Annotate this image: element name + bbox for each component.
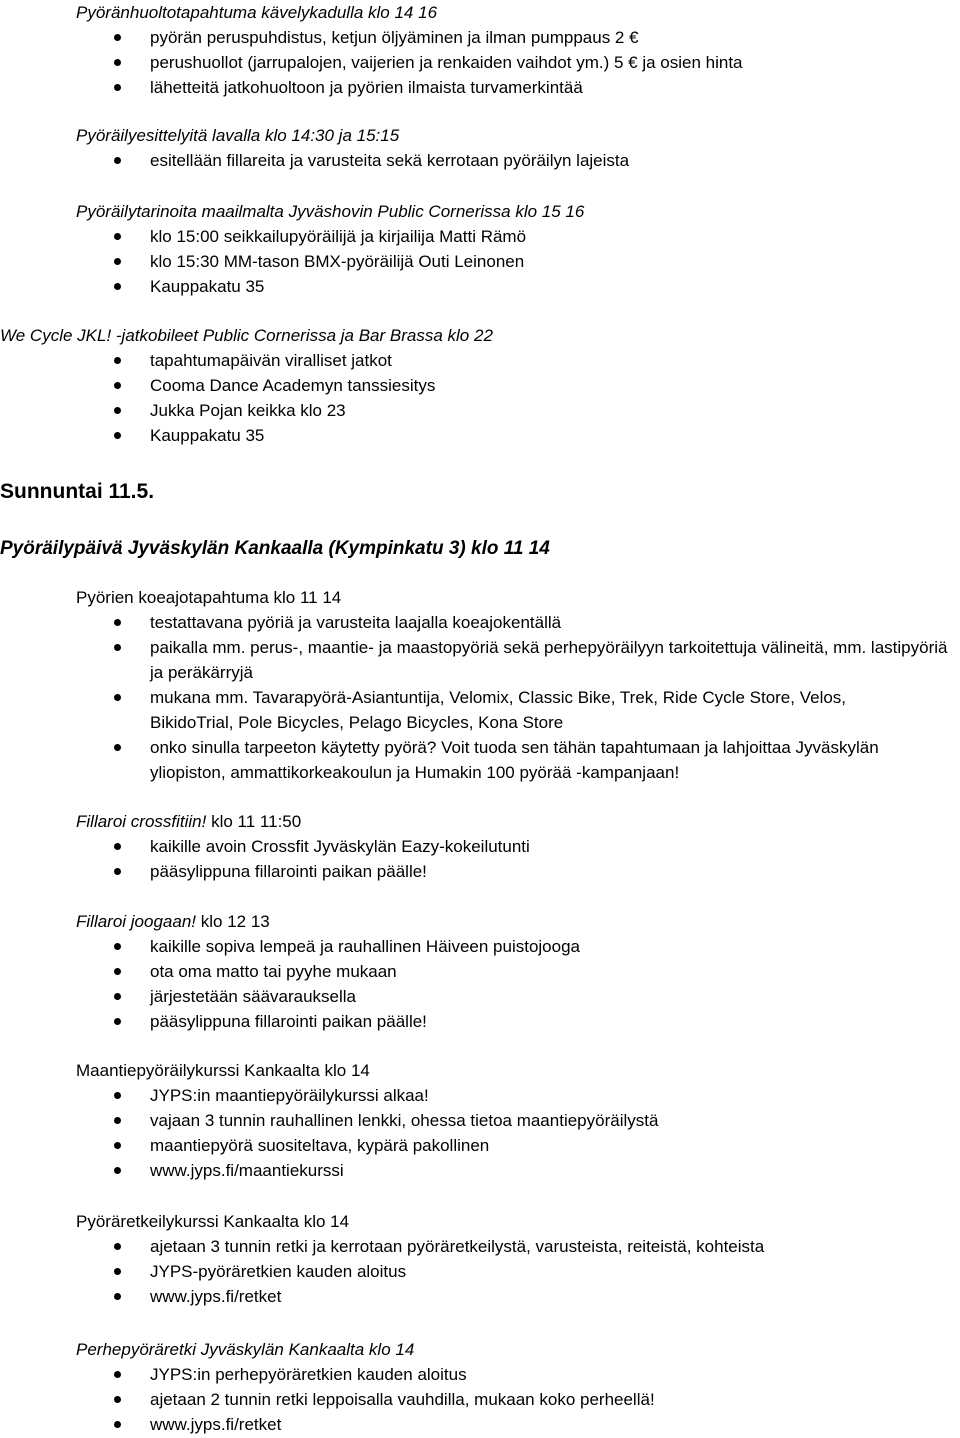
list-item: kaikille sopiva lempeä ja rauhallinen Häiveen puistojooga	[76, 934, 960, 959]
section-family-ride	[76, 1337, 960, 1437]
list-item: www.jyps.fi/maantiekurssi	[76, 1158, 960, 1183]
bullet-list	[76, 1234, 960, 1309]
section-title: Pyöräilyesittelyitä lavalla klo 14:30 ja 15:15	[76, 126, 400, 145]
list-item: www.jyps.fi/retket	[76, 1412, 960, 1437]
event-heading: Pyöräilypäivä Jyväskylän Kankaalla (Kympinkatu 3) klo 11 14	[0, 538, 550, 559]
list-item: www.jyps.fi/retket	[76, 1284, 960, 1309]
bullet-list	[76, 934, 960, 1034]
bullet-list	[76, 148, 960, 173]
list-item: pääsylippuna fillarointi paikan päälle!	[76, 859, 960, 884]
list-item: mukana mm. Tavarapyörä-Asiantuntija, Velomix, Classic Bike, Trek, Ride Cycle Store, Velos, BikidoTrial, Pole Bicycles, Pelago Bicycles, Kona Store	[76, 685, 910, 735]
bullet-icon	[114, 258, 121, 265]
bullet-icon	[114, 1117, 121, 1124]
list-item: Kauppakatu 35	[76, 274, 960, 299]
bullet-icon	[114, 1268, 121, 1275]
day-heading: Sunnuntai 11.5.	[0, 480, 155, 503]
list-item: onko sinulla tarpeeton käytetty pyörä? Voit tuoda sen tähän tapahtumaan ja lahjoittaa Jyväskylän yliopiston, ammattikorkeakoulun ja Humakin 100 pyörää -kampanjaan!	[76, 735, 950, 785]
bullet-icon	[114, 993, 121, 1000]
section-test-ride	[76, 585, 960, 785]
section-cycling-stories	[76, 199, 960, 299]
bullet-icon	[114, 407, 121, 414]
section-road-cycling-course	[76, 1058, 960, 1183]
bullet-icon	[114, 843, 121, 850]
bullet-list	[76, 610, 960, 785]
list-item: ajetaan 2 tunnin retki leppoisalla vauhdilla, mukaan koko perheellä!	[76, 1387, 960, 1412]
list-item: pääsylippuna fillarointi paikan päälle!	[76, 1009, 960, 1034]
section-title: Maantiepyöräilykurssi Kankaalta klo 14	[76, 1061, 370, 1080]
section-title: Pyöräilytarinoita maailmalta Jyväshovin Public Cornerissa klo 15 16	[76, 202, 585, 221]
list-item: tapahtumapäivän viralliset jatkot	[76, 348, 960, 373]
bullet-icon	[114, 943, 121, 950]
bullet-icon	[114, 1293, 121, 1300]
bullet-icon	[114, 1421, 121, 1428]
list-item: ota oma matto tai pyyhe mukaan	[76, 959, 960, 984]
section-title: Pyöränhuoltotapahtuma kävelykadulla klo 14 16	[76, 3, 438, 22]
list-item: perushuollot (jarrupalojen, vaijerien ja renkaiden vaihdot ym.) 5 € ja osien hinta	[76, 50, 960, 75]
bullet-list	[76, 224, 960, 299]
bullet-icon	[114, 1092, 121, 1099]
section-bike-maintenance	[76, 0, 960, 100]
bullet-icon	[114, 432, 121, 439]
list-item: maantiepyörä suositeltava, kypärä pakollinen	[76, 1133, 960, 1158]
section-title: Fillaroi crossfitiin! klo 11 11:50	[76, 812, 302, 831]
bullet-icon	[114, 357, 121, 364]
bullet-list	[76, 25, 960, 100]
bullet-icon	[114, 84, 121, 91]
list-item: JYPS:in perhepyöräretkien kauden aloitus	[76, 1362, 960, 1387]
bullet-icon	[114, 868, 121, 875]
list-item: JYPS:in maantiepyöräilykurssi alkaa!	[76, 1083, 960, 1108]
section-title: Pyöräretkeilykurssi Kankaalta klo 14	[76, 1212, 350, 1231]
bullet-icon	[114, 34, 121, 41]
bullet-icon	[114, 1018, 121, 1025]
bullet-icon	[114, 694, 121, 701]
bullet-list	[76, 1362, 960, 1437]
section-title: We Cycle JKL! -jatkobileet Public Cornerissa ja Bar Brassa klo 22	[0, 326, 493, 345]
list-item: pyörän peruspuhdistus, ketjun öljyäminen ja ilman pumppaus 2 €	[76, 25, 960, 50]
bullet-icon	[114, 968, 121, 975]
list-item: Jukka Pojan keikka klo 23	[76, 398, 960, 423]
list-item: Kauppakatu 35	[76, 423, 960, 448]
section-stage-presentations	[76, 123, 960, 173]
list-item: paikalla mm. perus-, maantie- ja maastopyöriä sekä perhepyöräilyyn tarkoitettuja välineitä, mm. lastipyöriä ja peräkärryjä	[76, 635, 960, 685]
bullet-icon	[114, 157, 121, 164]
list-item: klo 15:30 MM-tason BMX-pyöräilijä Outi Leinonen	[76, 249, 960, 274]
section-title: Pyörien koeajotapahtuma klo 11 14	[76, 588, 342, 607]
list-item: kaikille avoin Crossfit Jyväskylän Eazy-kokeilutunti	[76, 834, 960, 859]
section-title: Perhepyöräretki Jyväskylän Kankaalta klo 14	[76, 1340, 415, 1359]
bullet-list	[76, 834, 960, 884]
list-item: ajetaan 3 tunnin retki ja kerrotaan pyöräretkeilystä, varusteista, reiteistä, kohteista	[76, 1234, 960, 1259]
list-item: Cooma Dance Academyn tanssiesitys	[76, 373, 960, 398]
bullet-icon	[114, 1396, 121, 1403]
list-item: lähetteitä jatkohuoltoon ja pyörien ilmaista turvamerkintää	[76, 75, 960, 100]
list-item: esitellään fillareita ja varusteita sekä kerrotaan pyöräilyn lajeista	[76, 148, 960, 173]
bullet-icon	[114, 619, 121, 626]
bullet-icon	[114, 1142, 121, 1149]
section-title: Fillaroi joogaan! klo 12 13	[76, 912, 270, 931]
bullet-icon	[114, 382, 121, 389]
bullet-list	[76, 1083, 960, 1183]
list-item: järjestetään säävarauksella	[76, 984, 960, 1009]
bullet-icon	[114, 59, 121, 66]
bullet-icon	[114, 1371, 121, 1378]
bullet-icon	[114, 744, 121, 751]
bullet-icon	[114, 233, 121, 240]
list-item: testattavana pyöriä ja varusteita laajalla koeajokentällä	[76, 610, 960, 635]
bullet-icon	[114, 1243, 121, 1250]
list-item: vajaan 3 tunnin rauhallinen lenkki, ohessa tietoa maantiepyöräilystä	[76, 1108, 960, 1133]
bullet-list	[76, 348, 960, 448]
list-item: klo 15:00 seikkailupyöräilijä ja kirjailija Matti Rämö	[76, 224, 960, 249]
bullet-icon	[114, 283, 121, 290]
section-afterparty	[0, 323, 960, 448]
bullet-icon	[114, 1167, 121, 1174]
list-item: JYPS-pyöräretkien kauden aloitus	[76, 1259, 960, 1284]
section-touring-course	[76, 1209, 960, 1309]
section-yoga	[76, 909, 960, 1034]
section-crossfit	[76, 809, 960, 884]
bullet-icon	[114, 644, 121, 651]
